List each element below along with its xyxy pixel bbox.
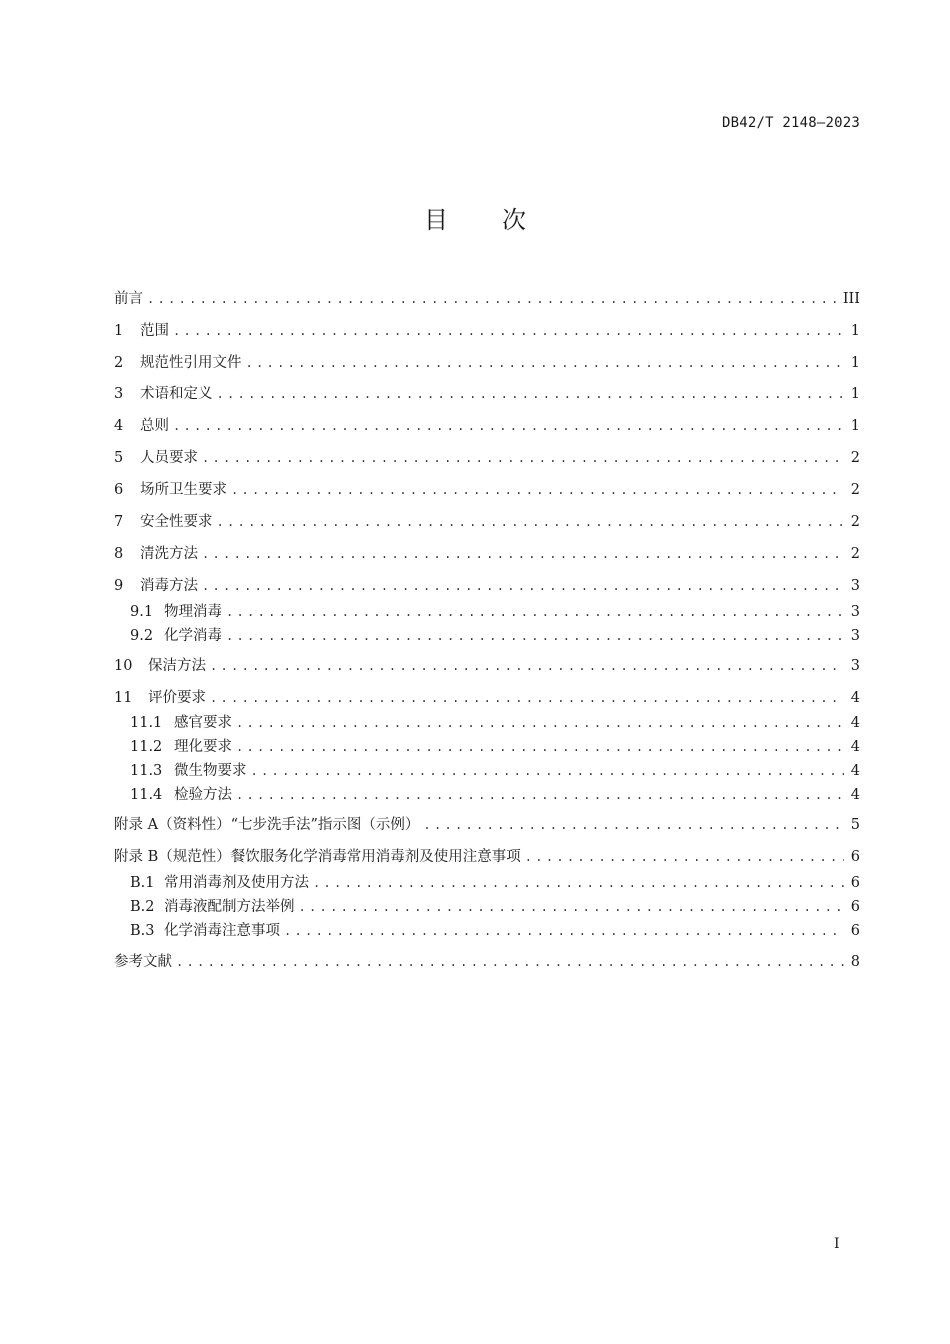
toc-leader-dots: [226, 626, 844, 646]
toc-entry-text: 常用消毒剂及使用方法: [164, 875, 309, 891]
toc-leader-dots: [236, 737, 844, 757]
toc-entry-foreword[interactable]: [114, 289, 860, 309]
toc-entry-annex-b[interactable]: [114, 847, 860, 867]
toc-entry-page: 2: [850, 482, 860, 498]
toc-entry-page: 5: [850, 817, 860, 833]
toc-entry-number: 3: [114, 386, 124, 402]
toc-entry-page: 6: [850, 875, 860, 891]
page-number: I: [834, 1236, 840, 1252]
toc-entry-text: 化学消毒: [164, 628, 222, 644]
toc-entry-page: 4: [850, 787, 860, 803]
toc-leader-dots: [313, 873, 844, 893]
toc-entry-text: 感官要求: [174, 715, 232, 731]
toc-entry-page: 2: [850, 514, 860, 530]
toc-entry-4[interactable]: [114, 416, 860, 436]
toc-entry-number: 6: [114, 482, 124, 498]
toc-entry-2[interactable]: [114, 353, 860, 373]
toc-entry-number: 附录 B（规范性）: [114, 849, 231, 865]
toc-entry-annex-a[interactable]: [114, 815, 860, 835]
toc-entry-number: 1: [114, 323, 124, 339]
toc-entry-page: 4: [850, 690, 860, 706]
toc-entry-number: 11.1: [130, 715, 163, 731]
toc-entry-text: 术语和定义: [140, 386, 213, 402]
title-char-1: 目: [424, 206, 448, 234]
toc-leader-dots: [202, 544, 844, 564]
toc-entry-page: 8: [850, 954, 860, 970]
toc-entry-text: 检验方法: [174, 787, 232, 803]
toc-entry-b-1[interactable]: [130, 873, 860, 893]
toc-entry-number: 11: [114, 690, 133, 706]
toc-leader-dots: [210, 688, 844, 708]
toc-entry-number: 7: [114, 514, 124, 530]
toc-entry-6[interactable]: [114, 480, 860, 500]
toc-entry-b-3[interactable]: [130, 921, 860, 941]
toc-entry-number: 附录 A（资料性）: [114, 817, 231, 833]
toc-leader-dots: [236, 713, 844, 733]
toc-leader-dots: [246, 353, 845, 373]
toc-entry-number: 4: [114, 418, 124, 434]
document-code: DB42/T 2148—2023: [721, 115, 860, 131]
toc-entry-5[interactable]: [114, 448, 860, 468]
toc-leader-dots: [231, 480, 844, 500]
toc-leader-dots: [423, 815, 844, 835]
toc-leader-dots: [147, 289, 837, 309]
toc-entry-11-2[interactable]: [130, 737, 860, 757]
toc-entry-page: 6: [850, 899, 860, 915]
toc-leader-dots: [173, 416, 844, 436]
toc-entry-text: 清洗方法: [140, 546, 198, 562]
toc-entry-text: 参考文献: [114, 954, 172, 970]
toc-leader-dots: [525, 847, 844, 867]
toc-entry-11-4[interactable]: [130, 785, 860, 805]
toc-entry-page: 6: [850, 849, 860, 865]
toc-entry-text: 化学消毒注意事项: [164, 923, 280, 939]
toc-entry-text: 理化要求: [174, 739, 232, 755]
title-char-2: 次: [502, 206, 526, 234]
toc-leader-dots: [226, 602, 844, 622]
toc-entry-text: 物理消毒: [164, 604, 222, 620]
toc-entry-page: 4: [850, 763, 860, 779]
toc-entry-7[interactable]: [114, 512, 860, 532]
toc-entry-number: B.1: [130, 875, 155, 891]
toc-entry-number: 9.2: [130, 628, 154, 644]
toc-leader-dots: [202, 448, 844, 468]
toc-entry-number: 11.3: [130, 763, 163, 779]
toc-entry-1[interactable]: [114, 321, 860, 341]
toc-entry-page: 4: [850, 715, 860, 731]
toc-leader-dots: [236, 785, 844, 805]
toc-entry-text: 总则: [140, 418, 169, 434]
toc-entry-page: 4: [850, 739, 860, 755]
toc-entry-10[interactable]: [114, 656, 860, 676]
toc-entry-page: 1: [850, 418, 860, 434]
toc-entry-number: 11.2: [130, 739, 163, 755]
toc-entry-text: “七步洗手法”指示图（示例）: [230, 817, 420, 833]
toc-leader-dots: [284, 921, 844, 941]
toc-entry-number: 11.4: [130, 787, 163, 803]
toc-entry-text: 范围: [140, 323, 169, 339]
toc-leader-dots: [251, 761, 845, 781]
toc-entry-text: 前言: [114, 291, 143, 307]
toc-entry-9[interactable]: [114, 576, 860, 596]
toc-entry-text: 保洁方法: [148, 658, 206, 674]
toc-entry-number: 5: [114, 450, 124, 466]
toc-entry-text: 场所卫生要求: [140, 482, 227, 498]
toc-entry-page: III: [842, 291, 860, 307]
toc-entry-page: 3: [850, 658, 860, 674]
toc-entry-number: 10: [114, 658, 133, 674]
toc-leader-dots: [217, 384, 845, 404]
toc-entry-3[interactable]: [114, 384, 860, 404]
toc-entry-page: 3: [850, 628, 860, 644]
toc-leader-dots: [217, 512, 845, 532]
toc-entry-9-2[interactable]: [130, 626, 860, 646]
toc-leader-dots: [176, 952, 844, 972]
toc-entry-11[interactable]: [114, 688, 860, 708]
toc-entry-page: 3: [850, 578, 860, 594]
page-title: [0, 200, 950, 235]
toc-leader-dots: [210, 656, 844, 676]
toc-entry-text: 消毒液配制方法举例: [164, 899, 295, 915]
toc-entry-page: 2: [850, 450, 860, 466]
toc-entry-text: 规范性引用文件: [140, 355, 242, 371]
toc-entry-number: 9: [114, 578, 124, 594]
toc-entry-text: 人员要求: [140, 450, 198, 466]
toc-entry-number: B.2: [130, 899, 155, 915]
toc-entry-bibliography[interactable]: [114, 952, 860, 972]
toc-entry-text: 餐饮服务化学消毒常用消毒剂及使用注意事项: [230, 849, 521, 865]
toc-entry-b-2[interactable]: [130, 897, 860, 917]
toc-entry-number: B.3: [130, 923, 155, 939]
toc-entry-number: 2: [114, 355, 124, 371]
toc-entry-text: 微生物要求: [174, 763, 247, 779]
toc-entry-11-3[interactable]: [130, 761, 860, 781]
toc-leader-dots: [202, 576, 844, 596]
toc-entry-number: 9.1: [130, 604, 154, 620]
toc-entry-text: 消毒方法: [140, 578, 198, 594]
toc-entry-text: 评价要求: [148, 690, 206, 706]
toc-entry-page: 2: [850, 546, 860, 562]
toc-entry-page: 1: [850, 386, 860, 402]
toc-entry-9-1[interactable]: [130, 602, 860, 622]
toc-leader-dots: [173, 321, 844, 341]
toc-entry-11-1[interactable]: [130, 713, 860, 733]
toc-entry-number: 8: [114, 546, 124, 562]
toc-leader-dots: [299, 897, 845, 917]
toc-entry-page: 1: [850, 323, 860, 339]
toc-entry-text: 安全性要求: [140, 514, 213, 530]
toc-entry-page: 3: [850, 604, 860, 620]
toc-entry-page: 6: [850, 923, 860, 939]
toc-entry-page: 1: [850, 355, 860, 371]
toc-entry-8[interactable]: [114, 544, 860, 564]
